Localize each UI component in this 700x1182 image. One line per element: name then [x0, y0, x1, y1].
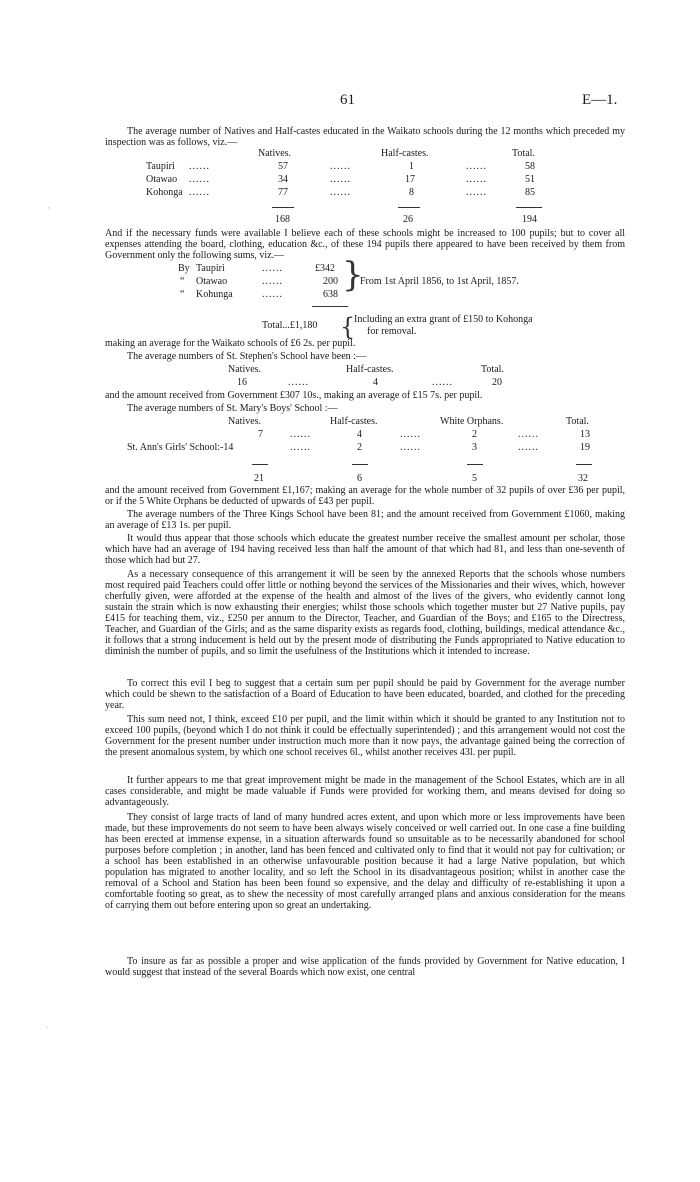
total-natives: 168	[275, 214, 290, 225]
body-paragraph-1: It would thus appear that those schools which educate the greatest number receive the smallest amount per scholar, those which have had an average of 194 having received less than half the amount of that which had 81, and less than one-seventh of those which had but 27.	[105, 533, 625, 566]
st-marys-amount: and the amount received from Government £1,167; making an average for the whole number of 32 pupils of over £36 per pupil, or if the 5 White Orphans be deducted of upwards of £43 per pupil.	[105, 485, 625, 507]
body-paragraph-5: It further appears to me that great improvement might be made in the management of the School Estates, which are in all cases considerable, and might be made valuable if Funds were provided for working them, and means devised for doing so advantageously.	[105, 775, 625, 808]
sum-rule	[312, 306, 348, 307]
total-halfcastes: 26	[403, 214, 413, 225]
sum-rule	[272, 207, 294, 208]
col-header-total: Total.	[512, 148, 535, 159]
period-text: From 1st April 1856, to 1st April, 1857.	[360, 276, 519, 287]
margin-mark: .	[46, 1020, 49, 1030]
st-stephens-amount: and the amount received from Government £307 10s., making an average of £15 7s. per pupil.	[105, 390, 483, 401]
col-header-natives: Natives.	[258, 148, 292, 159]
intro-paragraph: The average number of Natives and Half-castes educated in the Waikato schools during the 12 months which preceded my inspection was as follows, viz.—	[105, 126, 625, 148]
grant-note: Including an extra grant of £150 to Kohonga	[354, 314, 533, 325]
body-paragraph-2: As a necessary consequence of this arrangement it will be seen by the annexed Reports that the schools whose numbers most required paid Teachers could offer little or nothing beyond the services of the Missionaries and their wives, which, however cherfully given, were afforded at the expense of the health and almost of the lives of the givers, who evidently cannot long sustain the strain which is now exhausting their energies; whilst those schools which together muster but 27 Native pupils, pay £415 for teaching them, viz., £250 per annum to the Director, Teacher, and Guardian of the Boys; and £165 to the Directress, Teacher, and Guardian of the Girls; and as the same disparity exists as regards food, clothing, buildings, medical attendance &c., it follows that a strong inducement is held out by the present mode of distributing the Funds appropriated to Native education to diminish the number of pupils, and so limit the usefulness of the Institutions which it intended to increase.	[105, 569, 625, 657]
brace: }	[342, 255, 364, 295]
sum-rule	[252, 464, 268, 465]
sum-rule	[398, 207, 420, 208]
st-marys-intro: The average numbers of St. Mary's Boys' School :—	[127, 403, 338, 414]
sum-rule	[576, 464, 592, 465]
total-total: 194	[522, 214, 537, 225]
sum-rule	[516, 207, 542, 208]
grant-note-2: for removal.	[367, 326, 417, 337]
document-page: 61 E—1. , . The average number of Natives and Half-castes educated in the Waikato schools during the 12 months which preceded my inspection was as follows, viz.— Natives. Half-castes. Total. Taupiri ...... 57 ...... 1 ...... 58 Otawao ...... 34 ...... 17 ...... 51 Kohonga ...... 77 ...... 8 ...... 85 168 26 194 And if the necessary funds were available I believe each of these schools might be increased to 100 pupils; but to cover all expenses attending the board, clothing, education &c., of these 194 pupils there appeared to have been received by them from Government only the following sums, viz.— By Taupiri ...... £342 “ Otawao ...... 200 “ Kohunga ...... 638 } From 1st April 1856, to 1st April, 1857. Total...£1,180 { Including an extra grant of £150 to Kohonga for removal. making an average for the Waikato schools of £6 2s. per pupil. The average numbers of St. Stephen's School have been :— Natives. Half-castes. Total. 16 ...... 4 ...... 20 and the amount received from Government £307 10s., making an average of £15 7s. per pupil. The average numbers of St. Mary's Boys' School :— Natives. Half-castes. White Orphans. Total. 7 ...... 4 ...... 2 ...... 13 St. Ann's Girls' School:-14 ...... 2 ...... 3 ...... 19 21 6 5 32 and the amount received from Government £1,167; making an average for the whole number of 32 pupils of over £36 per pupil, or if the 5 White Orphans be deducted of upwards of £43 per pupil. The average numbers of the Three Kings School have been 81; and the amount received from Government £1060, making an average of £13 1s. per pupil. It would thus appear that those schools which educate the greatest number receive the smallest amount per scholar, those which have had an average of 194 having received less than half the amount of that which had 81, and less than one-seventh of those which had but 27. As a necessary consequence of this arrangement it will be seen by the annexed Reports that the schools whose numbers most required paid Teachers could offer little or nothing beyond the services of the Missionaries and their wives, which, however cherfully given, were afforded at the expense of the health and almost of the lives of the givers, who evidently cannot long sustain the strain which is now exhausting their energies; whilst those schools which together muster but 27 Native pupils, pay £415 for teaching them, viz., £250 per annum to the Director, Teacher, and Guardian of the Boys; and £165 to the Directress, Teacher, and Guardian of the Girls; and as the same disparity exists as regards food, clothing, buildings, medical attendance &c., it follows that a strong inducement is held out by the present mode of distributing the Funds appropriated to Native education to diminish the number of pupils, and so limit the usefulness of the Institutions which it intended to increase. To correct this evil I beg to suggest that a certain sum per pupil should be paid by Government for the average number which could be shewn to the satisfaction of a Board of Education to have been educated, boarded, and clothed for the preceding year. This sum need not, I think, exceed £10 per pupil, and the limit within which it should be granted to any Institution not to exceed 100 pupils, (beyond which I do not think it could be effectually superintended) ; and this arrangement would not cost the Government for the present number under instruction much more than it now pays, the advantage gained being the correction of the present anomalous system, by which one school receives 6l., whilst another receives 43l. per pupil. It further appears to me that great improvement might be made in the management of the School Estates, which are in all cases considerable, and might be made valuable if Funds were provided for working them, and means devised for doing so advantageously. They consist of large tracts of land of many hundred acres extent, and upon which more or less improvements have been made, but these improvements do not seem to have been always wisely conceived or well carried out. In one case a fine building has been erected at immense expense, in a situation afterwards found so unsuitable as to be necessarily abandoned for school purposes before completion ; in another, land has been fenced and cultivated only to find that it would not pay for cultivation; or a school has been established in an otherwise unfavourable position because it had a large Native population, but which population has migrated to another locality, and so left the School in its disadvantageous position; whilst in another case the removal of a School and Station has been been found so expensive, and the delay and difficulty of re-establishing it upon a comfortable footing so great, as to shew the necessity of most carefully arranged plans and anxious consideration for the means of carrying them out before entering upon so great an undertaking. To insure as far as possible a proper and wise application of the funds provided by Government for Native education, I would suggest that instead of the several Boards which now exist, one central	[0, 0, 700, 1182]
sum-rule	[467, 464, 483, 465]
body-paragraph-6: They consist of large tracts of land of many hundred acres extent, and upon which more or less improvements have been made, but these improvements do not seem to have been always wisely conceived or well carried out. In one case a fine building has been erected at immense expense, in a situation afterwards found so unsuitable as to be necessarily abandoned for school purposes before completion ; in another, land has been fenced and cultivated only to find that it would not pay for cultivation; or a school has been established in an otherwise unfavourable position because it had a large Native population, but which population has migrated to another locality, and so left the School in its disadvantageous position; whilst in another case the removal of a School and Station has been been found so expensive, and the delay and difficulty of re-establishing it upon a comfortable footing so great, as to shew the necessity of most carefully arranged plans and anxious consideration for the means of carrying them out before entering upon so great an undertaking.	[105, 812, 625, 911]
document-code: E—1.	[582, 92, 618, 108]
st-stephens-intro: The average numbers of St. Stephen's School have been :—	[127, 351, 366, 362]
body-paragraph-3: To correct this evil I beg to suggest that a certain sum per pupil should be paid by Government for the average number which could be shewn to the satisfaction of a Board of Education to have been educated, boarded, and clothed for the preceding year.	[105, 678, 625, 711]
body-paragraph-4: This sum need not, I think, exceed £10 per pupil, and the limit within which it should be granted to any Institution not to exceed 100 pupils, (beyond which I do not think it could be effectually superintended) ; and this arrangement would not cost the Government for the present number under instruction much more than it now pays, the advantage gained being the correction of the present anomalous system, by which one school receives 6l., whilst another receives 43l. per pupil.	[105, 714, 625, 758]
sums-total: Total...£1,180	[262, 320, 318, 331]
waikato-average: making an average for the Waikato schools of £6 2s. per pupil.	[105, 338, 356, 349]
body-paragraph-7: To insure as far as possible a proper and wise application of the funds provided by Government for Native education, I would suggest that instead of the several Boards which now exist, one central	[105, 956, 625, 978]
funds-paragraph: And if the necessary funds were available I believe each of these schools might be increased to 100 pupils; but to cover all expenses attending the board, clothing, education &c., of these 194 pupils there appeared to have been received by them from Government only the following sums, viz.—	[105, 228, 625, 261]
sum-rule	[352, 464, 368, 465]
three-kings-paragraph: The average numbers of the Three Kings School have been 81; and the amount received from Government £1060, making an average of £13 1s. per pupil.	[105, 509, 625, 531]
col-header-halfcastes: Half-castes.	[381, 148, 429, 159]
brace: {	[340, 313, 356, 341]
margin-mark: ,	[48, 200, 51, 210]
page-number: 61	[340, 92, 355, 108]
